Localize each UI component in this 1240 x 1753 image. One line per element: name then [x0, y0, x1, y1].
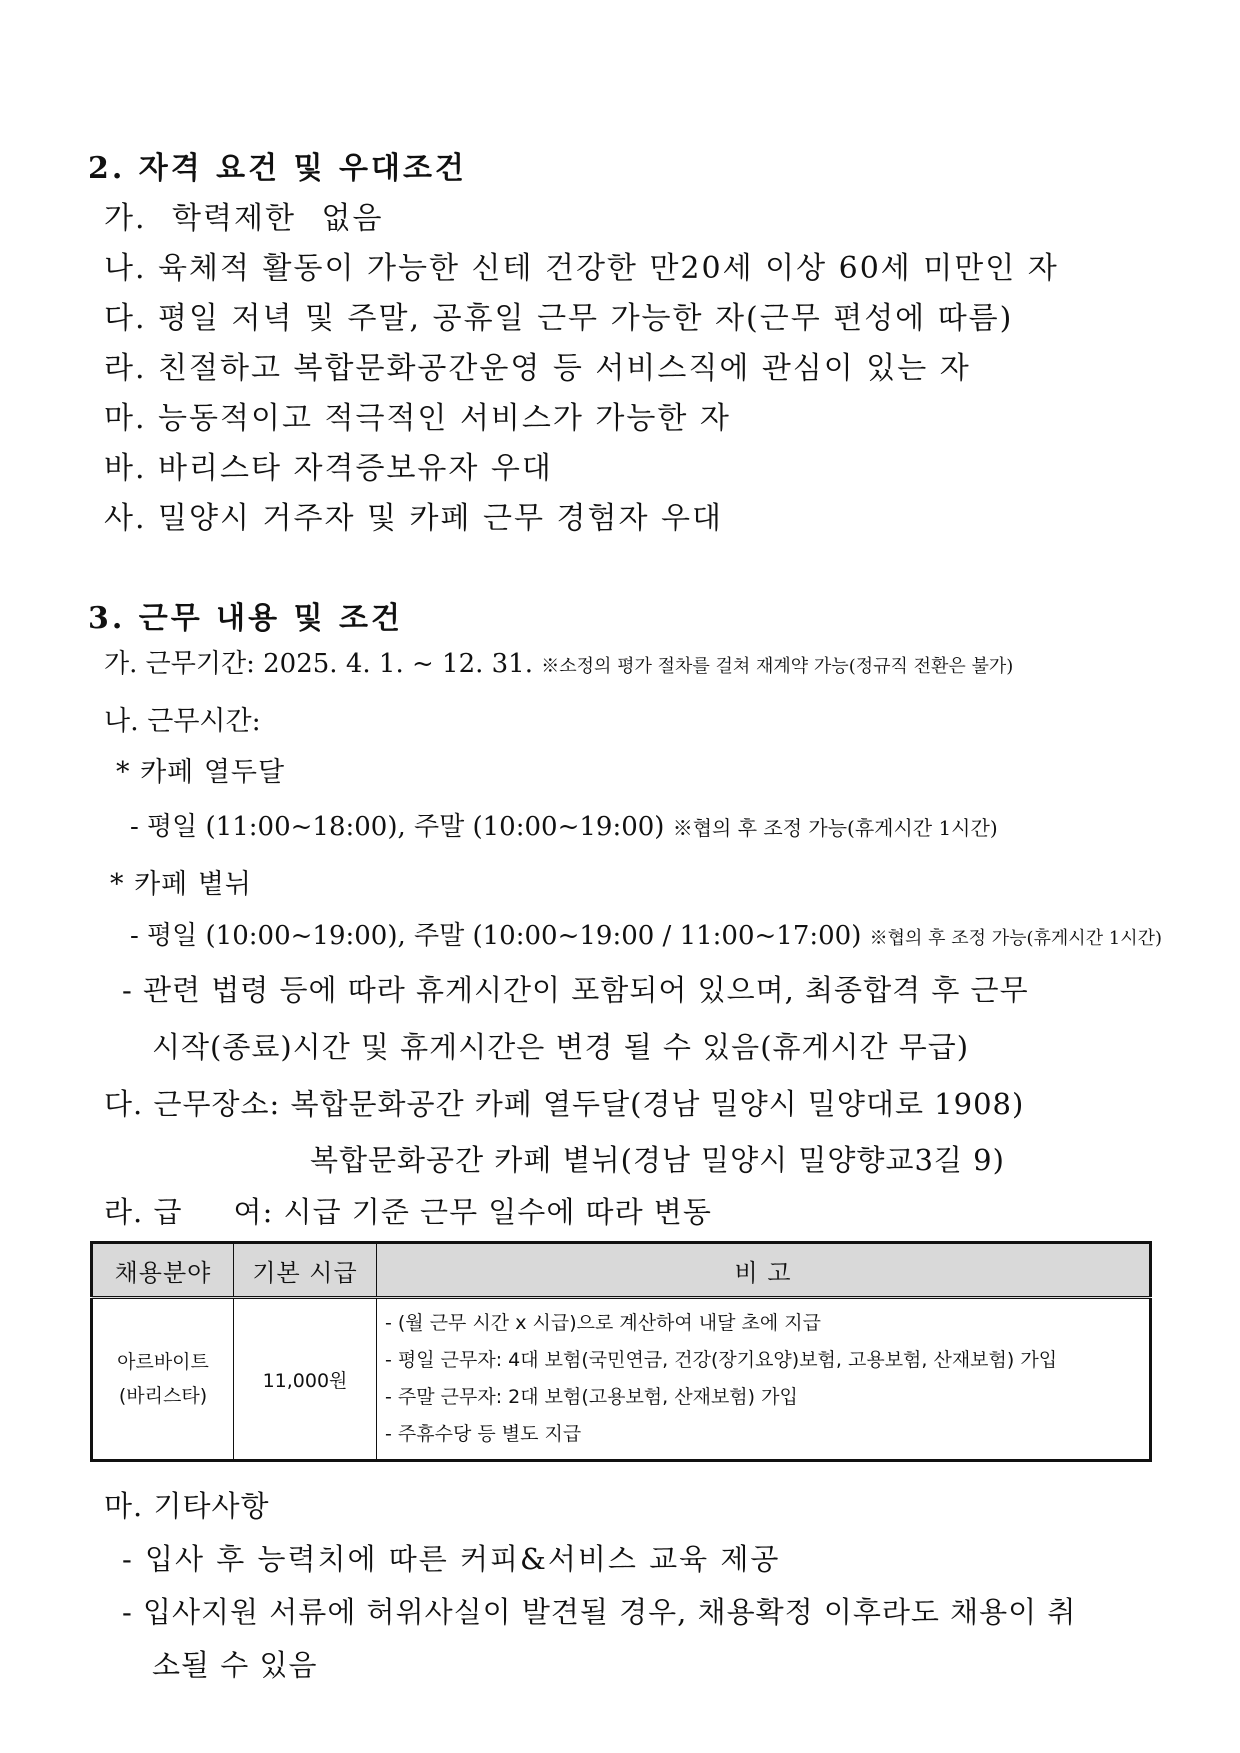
- header-notes: 비 고: [377, 1243, 1151, 1298]
- etc-item-1: - 입사 후 능력치에 따른 커피&서비스 교육 제공: [122, 1542, 781, 1576]
- note-item: - (월 근무 시간 x 시급)으로 계산하여 내달 초에 지급: [385, 1312, 822, 1334]
- table-row: [92, 1298, 1151, 1461]
- break-note-line-2: 시작(종료)시간 및 휴게시간은 변경 될 수 있음(휴게시간 무급): [152, 1030, 970, 1064]
- cafe-1-note: ※협의 후 조정 가능(휴게시간 1시간): [672, 816, 998, 840]
- header-category: 채용분야: [92, 1243, 234, 1298]
- cafe-2-name: * 카페 볕뉘: [110, 869, 252, 900]
- work-period-note: ※소정의 평가 절차를 걸쳐 재계약 가능(정규직 전환은 불가): [541, 656, 1014, 677]
- work-location-2: 복합문화공간 카페 볕뉘(경남 밀양시 밀양향교3길 9): [310, 1143, 1005, 1177]
- note-item: - 평일 근무자: 4대 보험(국민연금, 건강(장기요양)보험, 고용보험, 산재보험) 가입: [385, 1349, 1058, 1371]
- pay-table: [90, 1241, 1152, 1462]
- cafe-2-hours: [130, 915, 1162, 952]
- etc-item-2-cont: 소될 수 있음: [152, 1648, 318, 1682]
- note-item: - 주휴수당 등 별도 지급: [385, 1423, 582, 1445]
- notes-cell: [377, 1298, 1151, 1461]
- break-note-line-1: - 관련 법령 등에 따라 휴게시간이 포함되어 있으며, 최종합격 후 근무: [122, 973, 1029, 1007]
- qualification-item: 사. 밀양시 거주자 및 카페 근무 경험자 우대: [104, 501, 723, 536]
- work-hours-label: 나. 근무시간:: [104, 706, 261, 737]
- qualification-item: 라. 친절하고 복합문화공간운영 등 서비스직에 관심이 있는 자: [104, 351, 971, 386]
- cafe-2-hours-text: - 평일 (10:00~19:00), 주말 (10:00~19:00 / 11:00~17:00): [130, 921, 862, 951]
- qualification-item: 바. 바리스타 자격증보유자 우대: [104, 451, 553, 486]
- cafe-2-note: ※협의 후 조정 가능(휴게시간 1시간): [869, 928, 1163, 949]
- qualification-item: 가. 학력제한 없음: [104, 201, 384, 236]
- pay-table-header-row: [92, 1243, 1151, 1298]
- etc-item-2: - 입사지원 서류에 허위사실이 발견될 경우, 채용확정 이후라도 채용이 취: [122, 1595, 1077, 1629]
- section-3-title: 3. 근무 내용 및 조건: [88, 601, 403, 636]
- section-2-title: 2. 자격 요건 및 우대조건: [88, 151, 467, 186]
- note-item: - 주말 근무자: 2대 보험(고용보험, 산재보험) 가입: [385, 1386, 798, 1408]
- category-cell: [92, 1298, 234, 1461]
- pay-label: 라. 급 여: 시급 기준 근무 일수에 따라 변동: [104, 1195, 712, 1229]
- work-period: [104, 643, 1013, 680]
- qualification-item: 나. 육체적 활동이 가능한 신테 건강한 만20세 이상 60세 미만인 자: [104, 251, 1059, 286]
- cafe-1-name: * 카페 열두달: [116, 757, 286, 788]
- qualification-item: 마. 능동적이고 적극적인 서비스가 가능한 자: [104, 401, 731, 436]
- wage-cell: 11,000원: [234, 1298, 377, 1461]
- etc-label: 마. 기타사항: [104, 1489, 270, 1523]
- qualification-item: 다. 평일 저녁 및 주말, 공휴일 근무 가능한 자(근무 편성에 따름): [104, 301, 1014, 336]
- work-location-1: 다. 근무장소: 복합문화공간 카페 열두달(경남 밀양시 밀양대로 1908): [104, 1087, 1025, 1121]
- header-wage: 기본 시급: [234, 1243, 377, 1298]
- cafe-1-hours: [130, 806, 998, 843]
- cafe-1-hours-text: - 평일 (11:00~18:00), 주말 (10:00~19:00): [130, 812, 665, 842]
- category-line: 아르바이트: [117, 1351, 209, 1373]
- category-line: (바리스타): [118, 1385, 208, 1407]
- work-period-label: 가. 근무기간: 2025. 4. 1. ~ 12. 31.: [104, 649, 533, 679]
